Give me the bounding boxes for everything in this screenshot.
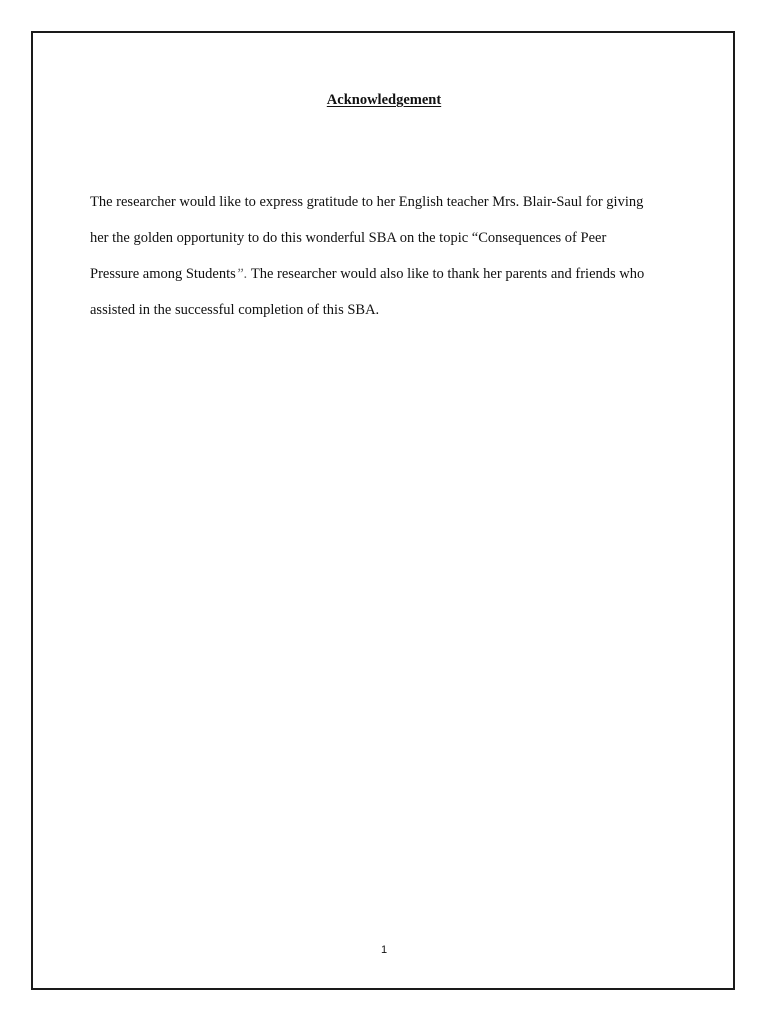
paragraph-line-3: [90, 256, 675, 292]
acknowledgement-paragraph: [90, 184, 675, 328]
page-number: 1: [380, 944, 388, 956]
paragraph-line-4: assisted in the successful completion of this SBA.: [90, 302, 380, 318]
closing-quote: ”.: [235, 266, 248, 282]
page-border: [31, 31, 735, 990]
paragraph-line-2: her the golden opportunity to do this wonderful SBA on the topic “Consequences of Peer: [90, 230, 607, 246]
page-title: Acknowledgement: [326, 92, 442, 108]
paragraph-line-3-end: The researcher would also like to thank her parents and friends who: [247, 266, 645, 282]
paragraph-line-1: The researcher would like to express gratitude to her English teacher Mrs. Blair-Saul for giving: [90, 194, 644, 210]
paragraph-line-3-start: Pressure among Students: [90, 266, 236, 282]
